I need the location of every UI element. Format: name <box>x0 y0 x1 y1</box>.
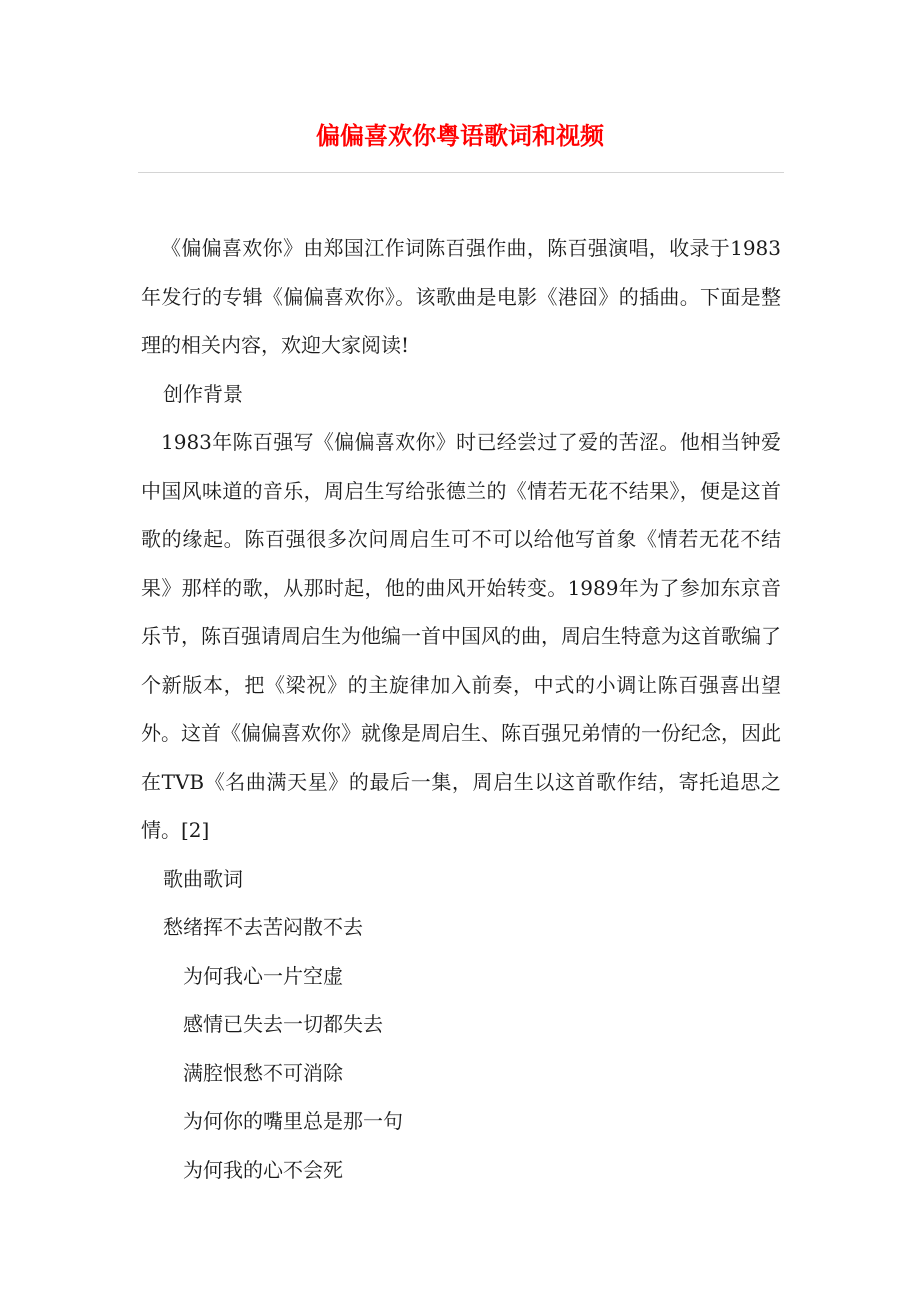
section-heading-background: 创作背景 <box>163 381 243 406</box>
title-divider <box>138 172 784 173</box>
lyric-line: 为何你的嘴里总是那一句 <box>183 1109 403 1133</box>
lyric-line: 感情已失去一切都失去 <box>183 1012 383 1036</box>
lyric-line: 为何我的心不会死 <box>183 1157 343 1182</box>
page-title: 偏偏喜欢你粤语歌词和视频 <box>316 122 604 150</box>
lyric-line: 愁绪挥不去苦闷散不去 <box>163 915 363 939</box>
section-heading-lyrics: 歌曲歌词 <box>163 866 243 891</box>
lyric-line: 满腔恨愁不可消除 <box>183 1060 343 1085</box>
lyric-line: 为何我心一片空虚 <box>183 963 343 988</box>
intro-paragraph: 《偏偏喜欢你》由郑国江作词陈百强作曲，陈百强演唱，收录于1983年发行的专辑《偏偏喜欢你》。该歌曲是电影《港囧》的插曲。下面是整理的相关内容，欢迎大家阅读! <box>141 236 781 357</box>
document-body <box>141 224 781 1194</box>
background-paragraph: 1983年陈百强写《偏偏喜欢你》时已经尝过了爱的苦涩。他相当钟爱中国风味道的音乐，周启生写给张德兰的《情若无花不结果》，便是这首歌的缘起。陈百强很多次问周启生可不可以给他写首象《情若无花不结果》那样的歌，从那时起，他的曲风开始转变。1989年为了参加东京音乐节，陈百强请周启生为他编一首中国风的曲，周启生特意为这首歌编了个新版本，把《梁祝》的主旋律加入前奏，中式的小调让陈百强喜出望外。这首《偏偏喜欢你》就像是周启生、陈百强兄弟情的一份纪念，因此在TVB《名曲满天星》的最后一集，周启生以这首歌作结，寄托追思之情。[2] <box>141 430 781 842</box>
